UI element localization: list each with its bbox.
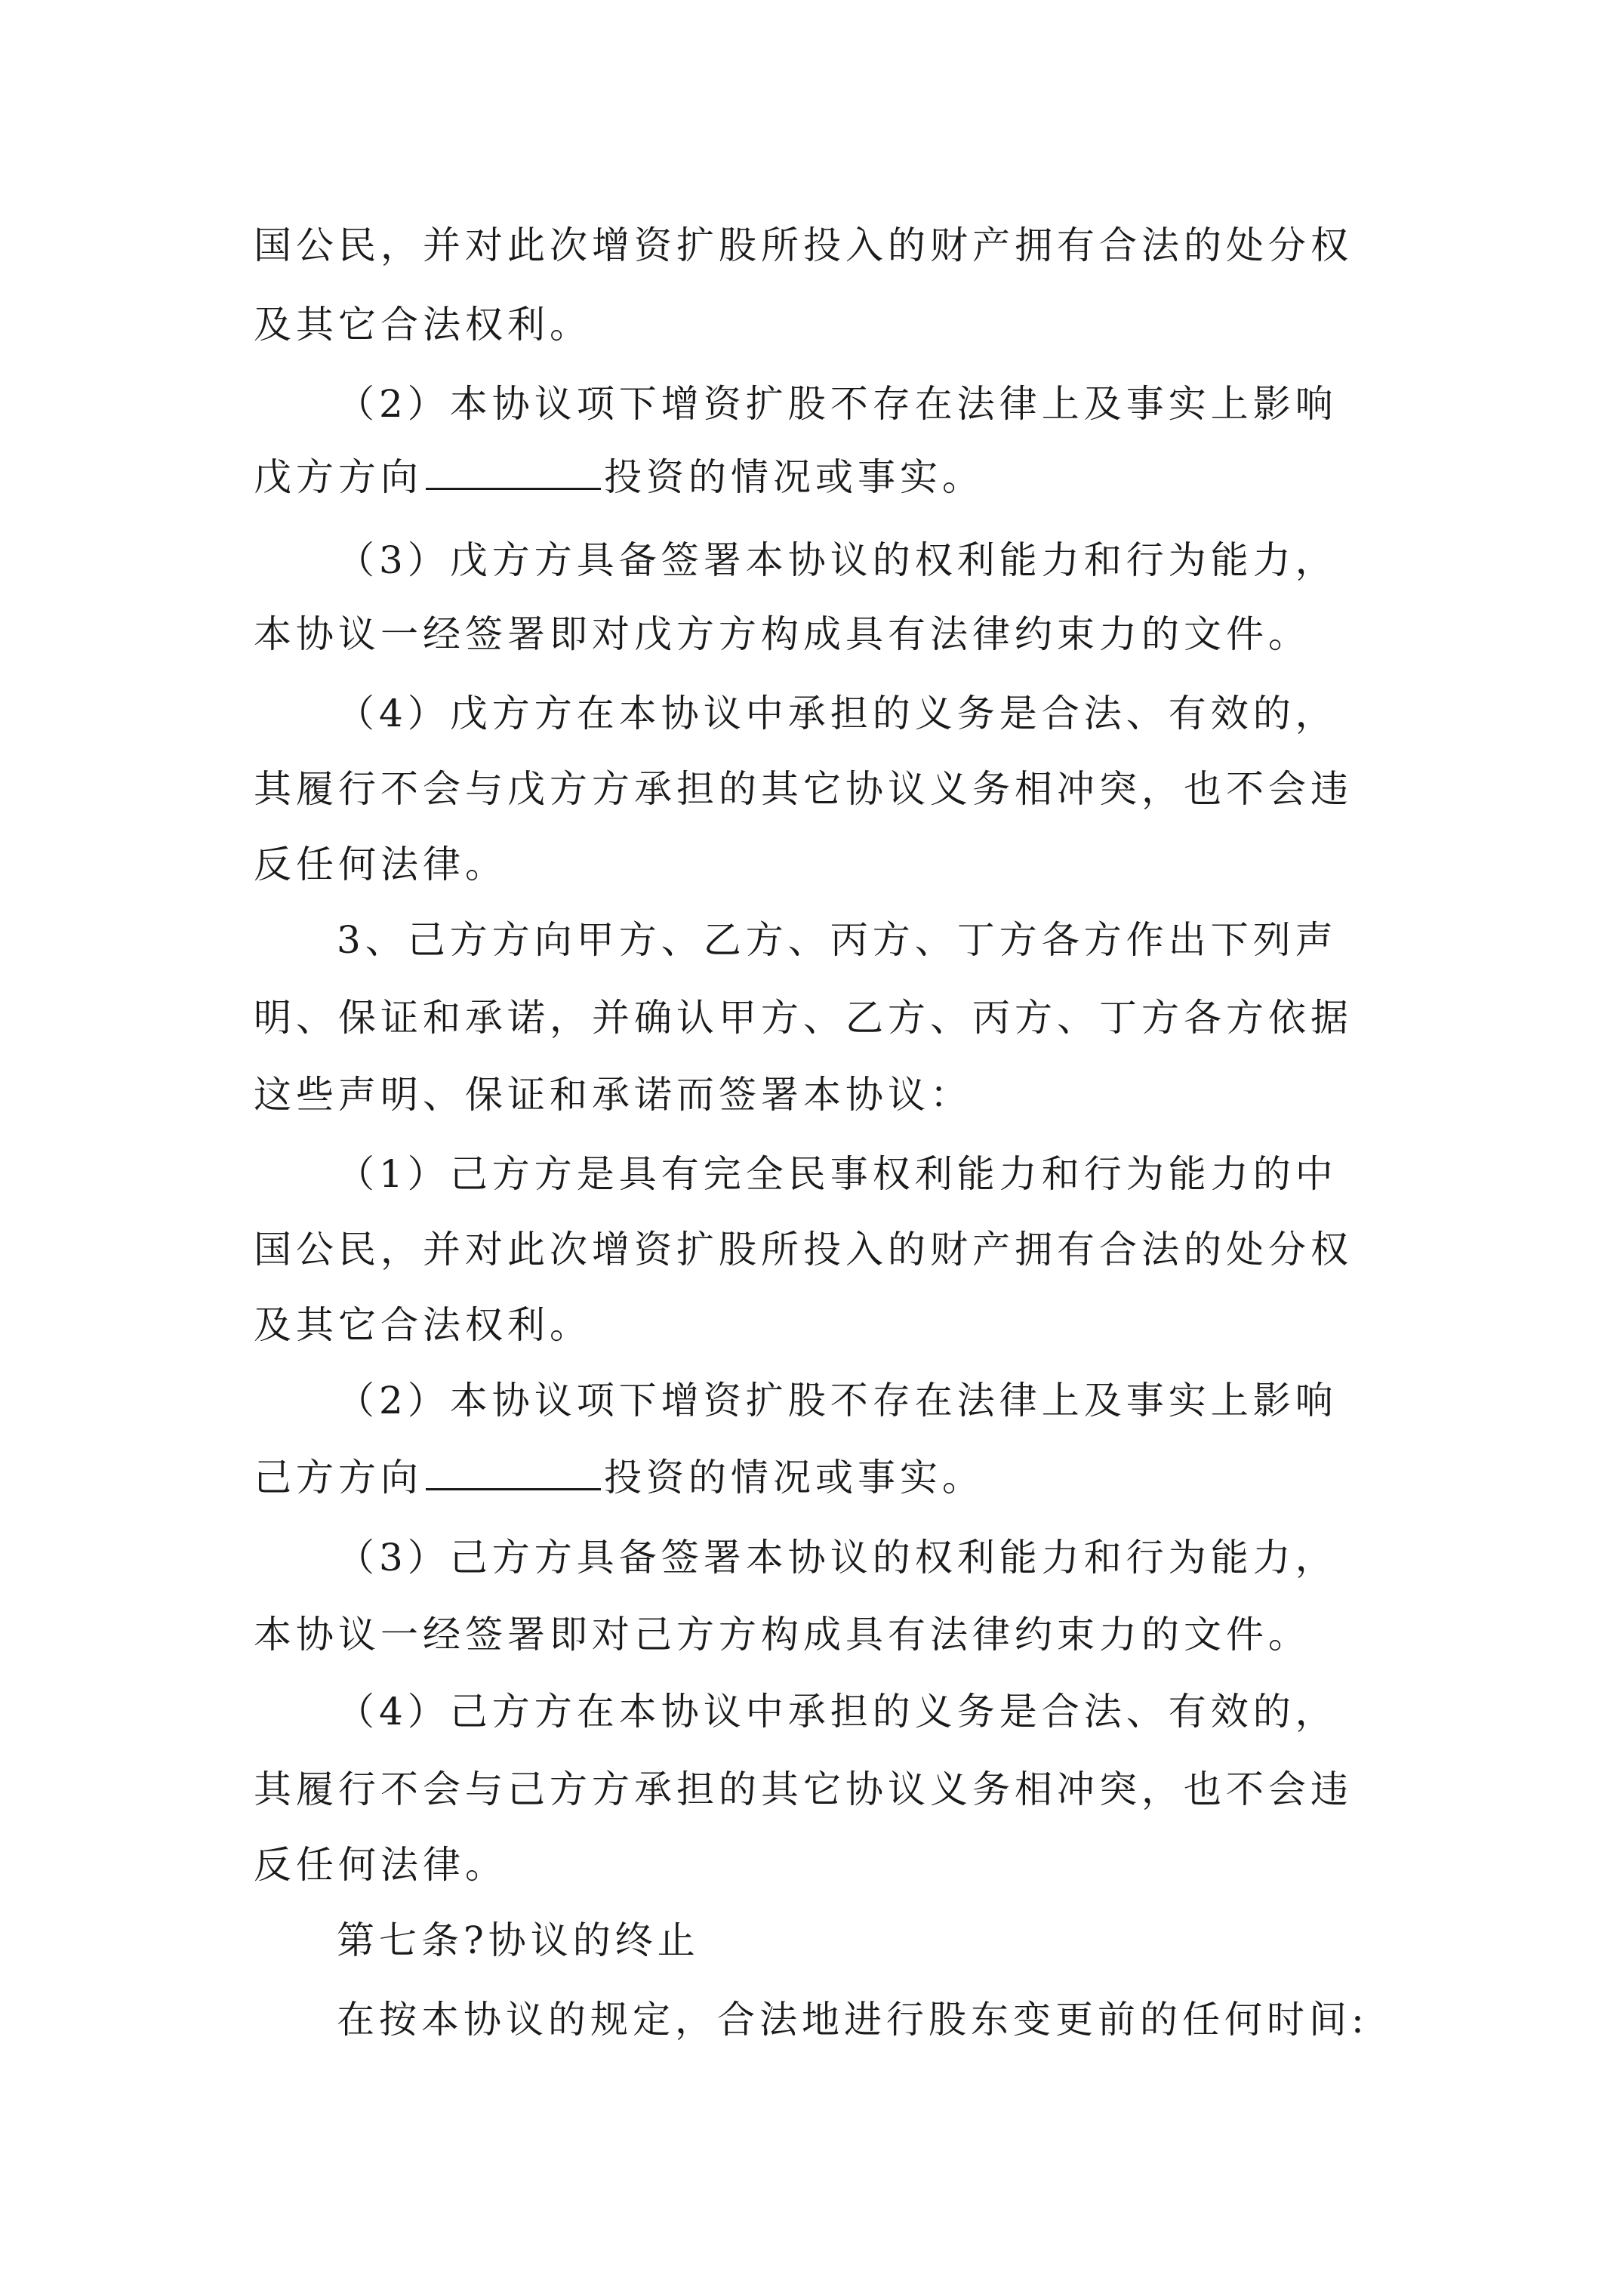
text-line: （2）本协议项下增资扩股不存在法律上及事实上影响 [337,382,1338,426]
text-line: 反任何法律。 [254,843,507,886]
text-line: （1）己方方是具有完全民事权利能力和行为能力的中 [337,1152,1338,1196]
text-fragment: 投资的情况或事实。 [604,1456,984,1499]
text-line: 这些声明、保证和承诺而签署本协议： [254,1073,972,1117]
text-line: （3）己方方具备签署本协议的权利能力和行为能力， [337,1536,1338,1579]
text-line: 国公民，并对此次增资扩股所投入的财产拥有合法的处分权 [254,1228,1353,1271]
text-fragment: 投资的情况或事实。 [604,455,984,499]
text-line: （4）己方方在本协议中承担的义务是合法、有效的， [337,1690,1338,1734]
text-fragment: 戊方方向 [254,455,423,499]
text-line: （3）戊方方具备签署本协议的权利能力和行为能力， [337,538,1338,582]
text-line-with-blank [254,1453,1401,1499]
text-line: （4）戊方方在本协议中承担的义务是合法、有效的， [337,692,1338,735]
fill-in-blank [426,1453,601,1490]
text-line: 明、保证和承诺，并确认甲方、乙方、丙方、丁方各方依据 [254,996,1353,1040]
text-line: 国公民，并对此次增资扩股所投入的财产拥有合法的处分权 [254,223,1353,267]
text-line: 本协议一经签署即对戊方方构成具有法律约束力的文件。 [254,612,1310,656]
text-line: 本协议一经签署即对己方方构成具有法律约束力的文件。 [254,1613,1310,1657]
text-line: 其履行不会与己方方承担的其它协议义务相冲突，也不会违 [254,1767,1353,1811]
text-fragment: 己方方向 [254,1456,423,1499]
text-line: 其履行不会与戊方方承担的其它协议义务相冲突，也不会违 [254,767,1353,811]
text-line: 3、己方方向甲方、乙方、丙方、丁方各方作出下列声 [337,918,1338,962]
text-line: 在按本协议的规定，合法地进行股东变更前的任何时间: [337,1998,1369,2042]
text-line: （2）本协议项下增资扩股不存在法律上及事实上影响 [337,1379,1338,1422]
fill-in-blank [426,453,601,490]
section-heading: 第七条?协议的终止 [337,1918,700,1962]
text-line-with-blank [254,453,1401,498]
text-line: 反任何法律。 [254,1843,507,1887]
text-line: 及其它合法权利。 [254,1303,592,1347]
text-line: 及其它合法权利。 [254,303,592,347]
